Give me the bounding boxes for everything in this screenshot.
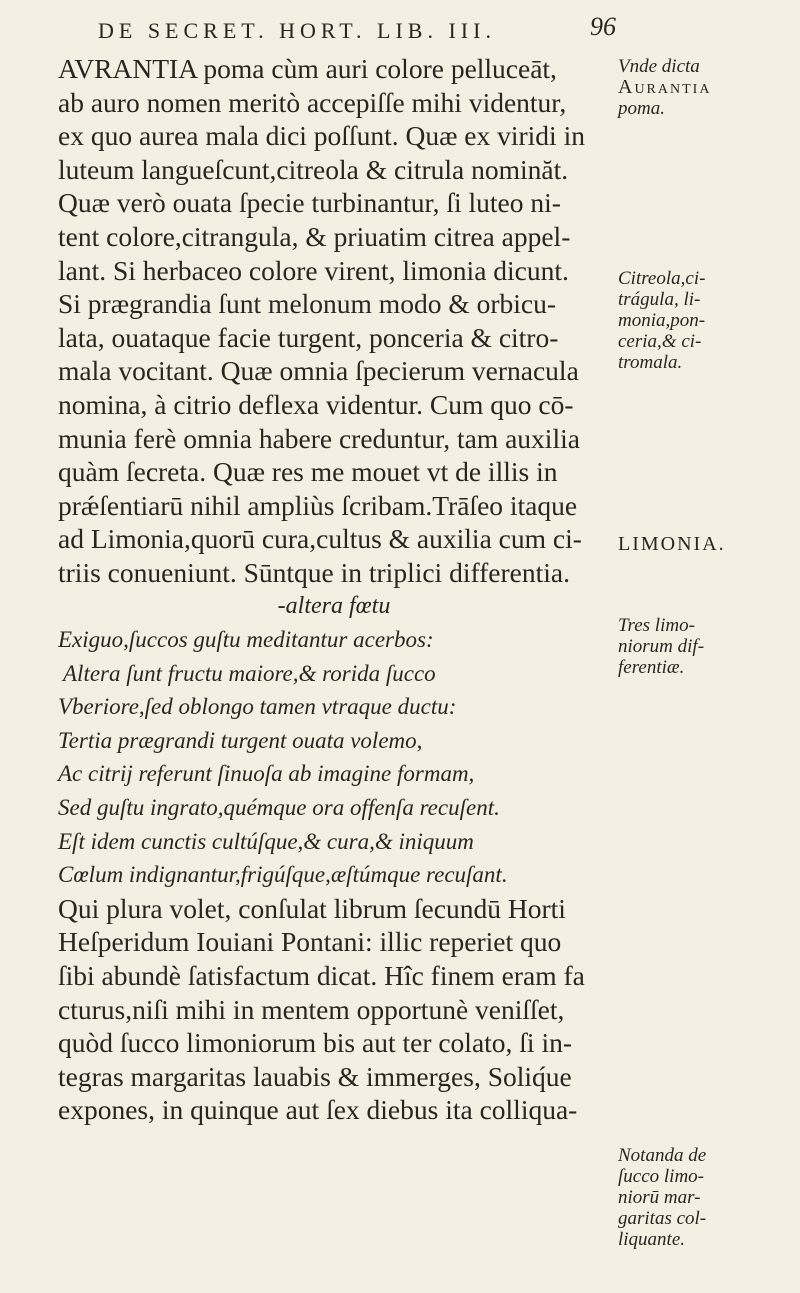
marginal-note-citreola: Citreola,ci- trágula, li- monia,pon- ceria,& ci- tromala. [618, 268, 706, 373]
text-line: Quæ verò ouata ſpecie turbinantur, ſi luteo ni- [58, 187, 561, 219]
poem-line: Vberiore,ſed oblongo tamen vtraque ductu: [58, 694, 457, 720]
marginal-note-differentiae: Tres limo- niorum dif- ferentiæ. [618, 615, 705, 678]
text-line: ſibi abundè ſatisfactum dicat. Hîc finem eram fa [58, 960, 585, 992]
poem-line: Sed guſtu ingrato,quémque ora offenſa recuſent. [58, 795, 500, 821]
marginal-note-aurantia: Vnde dicta Aurantia poma. [618, 56, 712, 119]
text-line: Si prægrandia ſunt melonum modo & orbicu- [58, 288, 556, 320]
marginal-note-margaritas: Notanda de ſucco limo- niorū mar- garitas col- liquante. [618, 1145, 707, 1250]
poem-line: Altera ſunt fructu maiore,& rorida ſucco [63, 660, 436, 686]
poem-line: Exiguo,ſuccos guſtu meditantur acerbos: [58, 627, 434, 653]
text-line: AVRANTIA poma cùm auri colore pelluceāt, [58, 53, 557, 84]
text-line: mala vocitant. Quæ omnia ſpecierum vernacula [58, 355, 579, 387]
poem-line: Tertia prægrandi turgent ouata volemo, [58, 727, 423, 753]
poem-heading: -altera fœtu [277, 592, 391, 619]
text-line: luteum langueſcunt,citreola & citrula nominăt. [58, 153, 569, 185]
text-line: ab auro nomen meritò accepiſſe mihi videntur, [58, 86, 567, 118]
text-line: tent colore,citrangula, & priuatim citrea appel- [58, 220, 571, 252]
page-number: 96 [590, 12, 616, 41]
text-line: Qui plura volet, conſulat librum ſecundū Horti [58, 892, 566, 924]
text-line: lant. Si herbaceo colore virent, limonia dicunt. [58, 254, 569, 286]
poem-line: Ac citrij referunt ſinuoſa ab imagine formam, [58, 761, 475, 787]
text-line: triis conueniunt. Sūntque in triplici differentia. [58, 556, 570, 588]
text-line: lata, ouataque facie turgent, ponceria & citro- [58, 321, 559, 353]
main-text-block [58, 52, 610, 1127]
text-line: ad Limonia,quorū cura,cultus & auxilia cum ci- [58, 523, 582, 555]
text-line: ex quo aurea mala dici poſſunt. Quæ ex viridi in [58, 120, 585, 152]
text-line: nomina, à citrio deflexa videntur. Cum quo cō- [58, 388, 574, 420]
marginal-note-limonia: LIMONIA. [618, 533, 726, 555]
text-line: Heſperidum Iouiani Pontani: illic reperiet quo [58, 926, 562, 958]
text-line: tegras margaritas lauabis & immerges, Soliq́ue [58, 1060, 572, 1092]
text-line: cturus,niſi mihi in mentem opportunè veniſſet, [58, 993, 565, 1025]
poem-line: Cœlum indignantur,frigúſque,æſtúmque recuſant. [58, 862, 508, 888]
text-line: quàm ſecreta. Quæ res me mouet vt de illis in [58, 456, 558, 488]
running-title: DE SECRET. HORT. LIB. III. [98, 18, 496, 43]
text-line: expones, in quinque aut ſex diebus ita colliqua- [58, 1094, 578, 1126]
text-line: munia ferè omnia habere creduntur, tam auxilia [58, 422, 580, 454]
text-line: quòd ſucco limoniorum bis aut ter colato, ſi in- [58, 1027, 573, 1059]
text-line: prǽſentiarū nihil ampliùs ſcribam.Trāſeo itaque [58, 489, 578, 521]
poem-line: Eſt idem cunctis cultúſque,& cura,& iniquum [58, 828, 474, 854]
